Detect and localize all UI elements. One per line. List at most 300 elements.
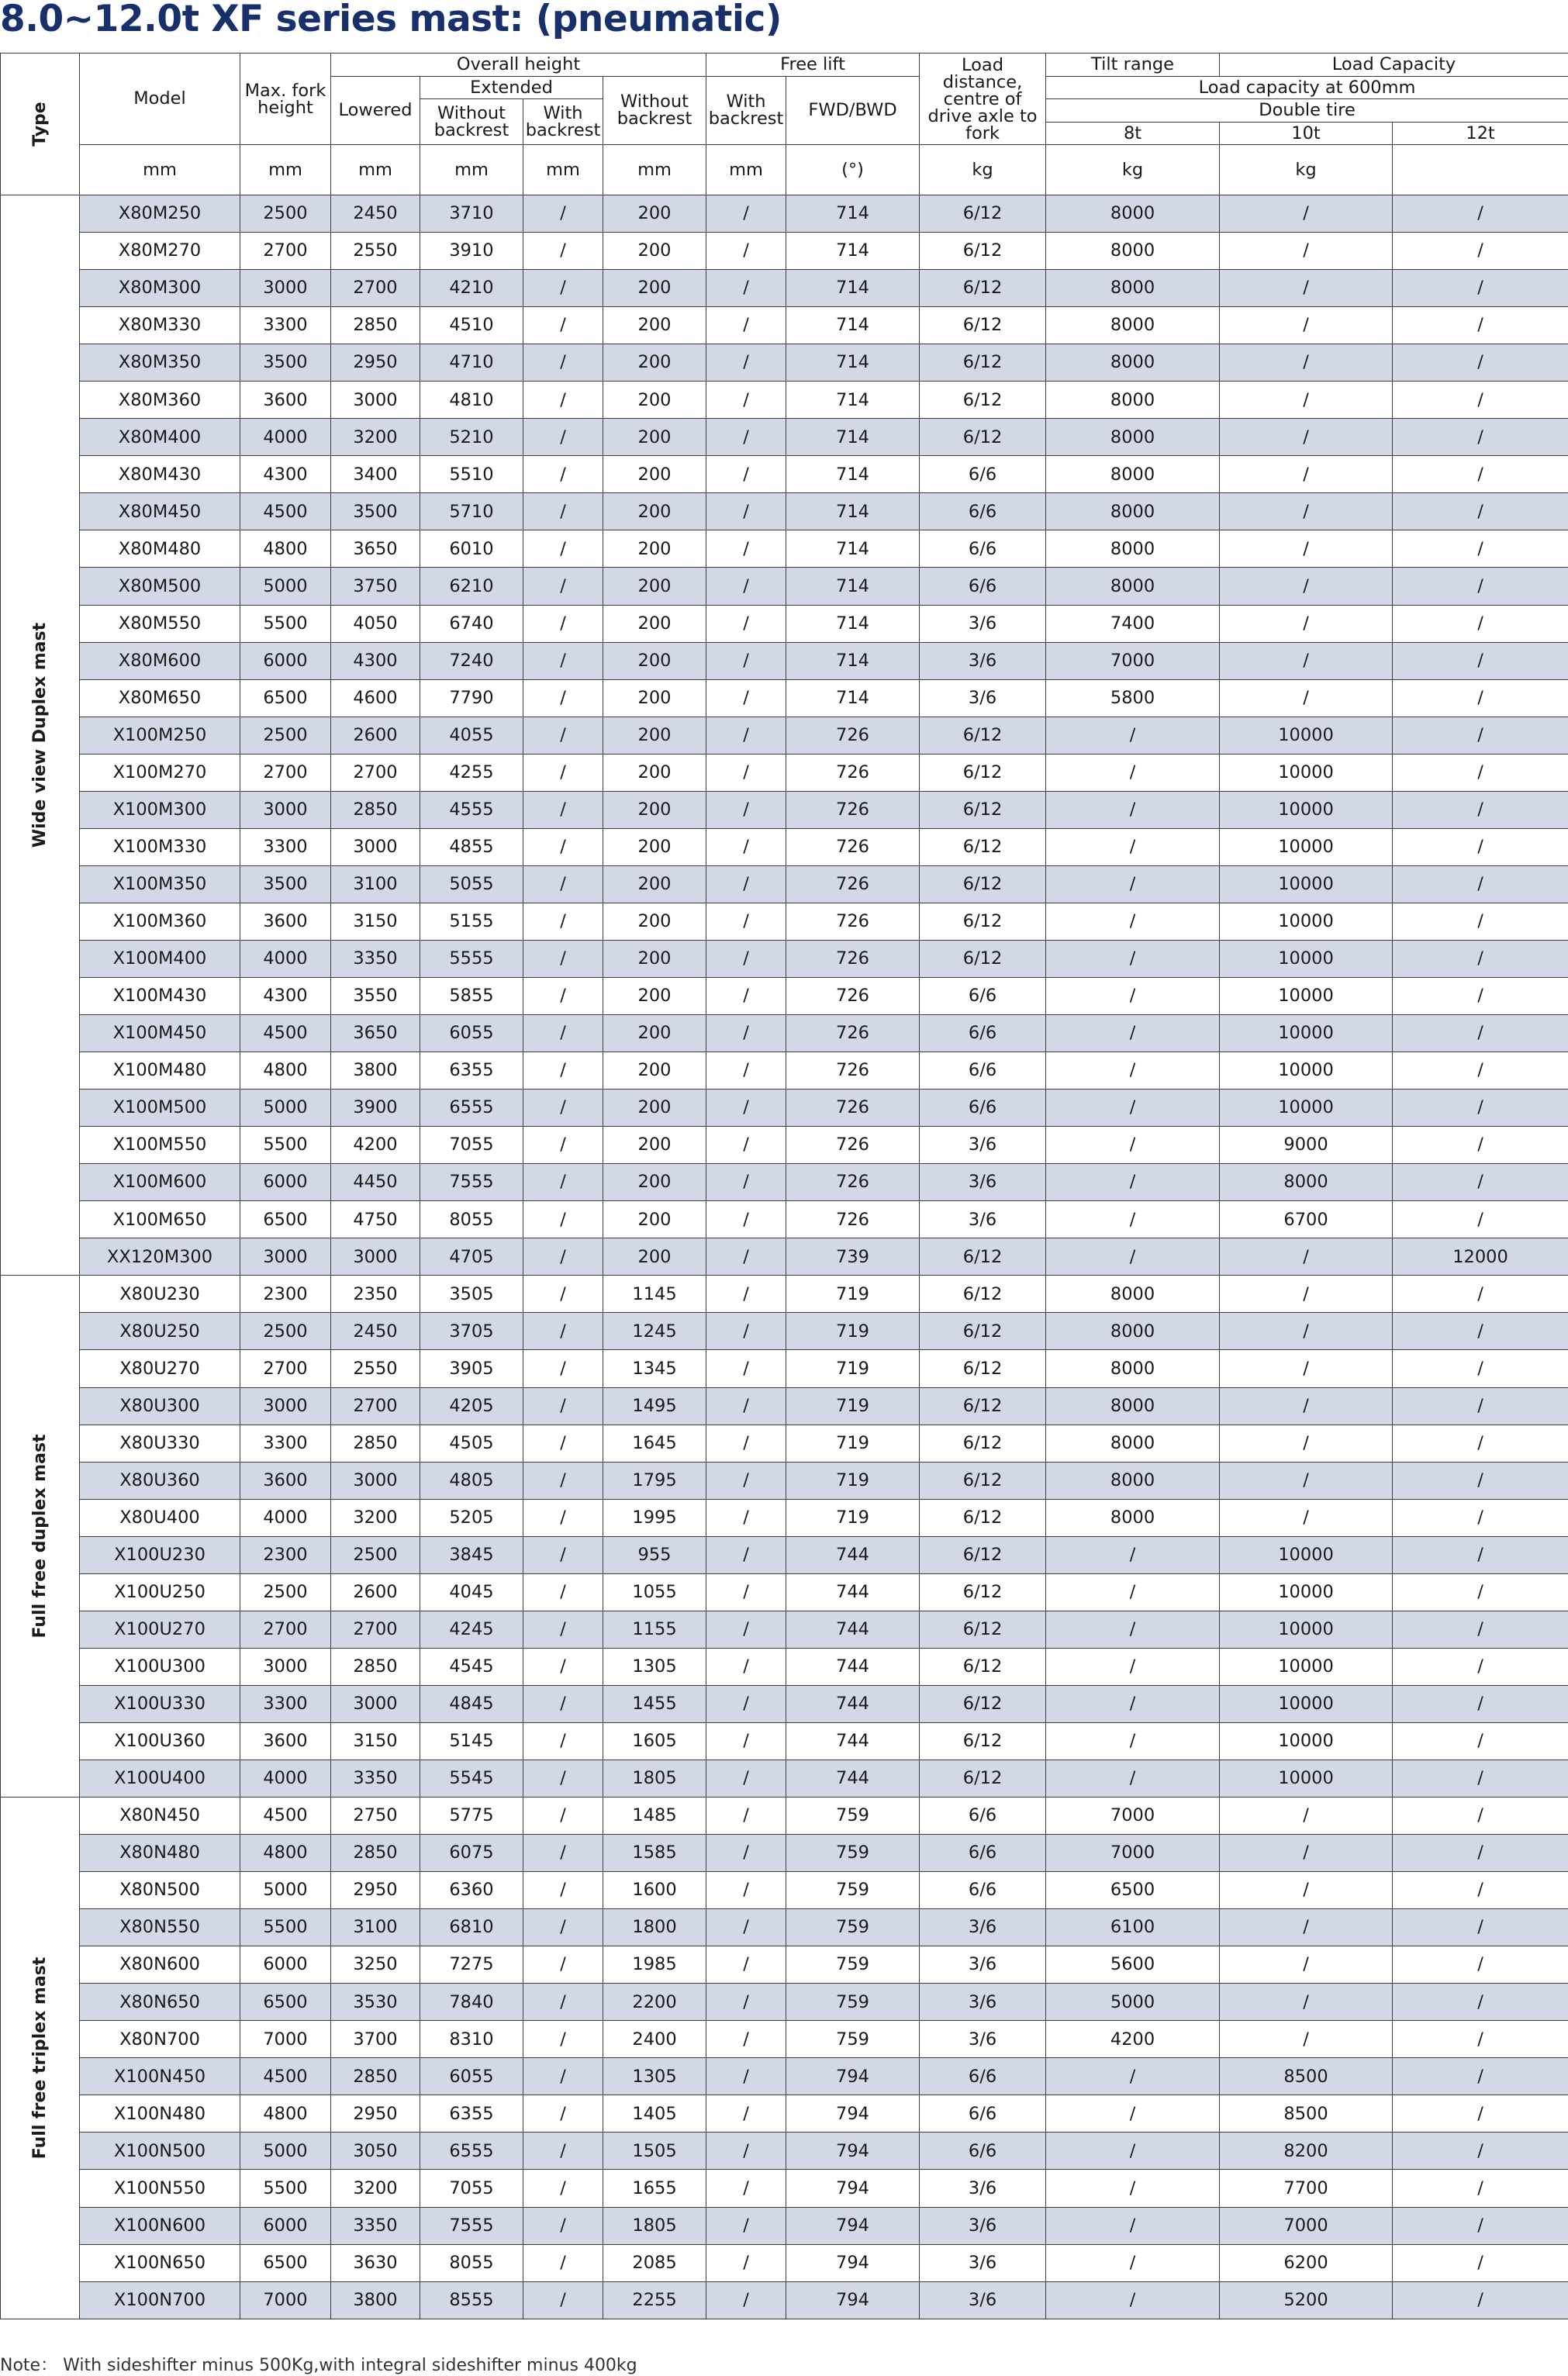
table-cell: /	[1220, 530, 1393, 568]
table-cell: /	[1046, 903, 1220, 940]
table-cell: 8000	[1046, 307, 1220, 344]
table-cell: /	[523, 1611, 603, 1648]
table-cell: 1655	[603, 2170, 706, 2207]
table-row	[1, 2244, 1568, 2281]
table-cell: 10000	[1220, 1648, 1393, 1685]
table-cell: 2255	[603, 2281, 706, 2319]
table-cell: 3000	[240, 1648, 331, 1685]
table-cell: 1345	[603, 1350, 706, 1387]
table-cell: /	[1393, 382, 1568, 419]
table-cell: 3710	[420, 195, 523, 233]
table-cell: 4505	[420, 1425, 523, 1462]
table-cell: 6/12	[920, 1238, 1046, 1276]
table-body	[1, 195, 1568, 2319]
table-cell: 8200	[1220, 2133, 1393, 2170]
table-row	[1, 1798, 1568, 1835]
table-cell: 7000	[1046, 1798, 1220, 1835]
table-cell: /	[1220, 1425, 1393, 1462]
table-cell: /	[1393, 2281, 1568, 2319]
table-cell: 5210	[420, 419, 523, 456]
model-cell: X100U300	[80, 1648, 240, 1685]
model-cell: X80U270	[80, 1350, 240, 1387]
capacity-10t-header: 10t	[1220, 122, 1393, 145]
table-cell: 6/6	[920, 456, 1046, 493]
table-cell: 4055	[420, 717, 523, 754]
table-cell: 5855	[420, 977, 523, 1014]
table-cell: 3800	[331, 1052, 420, 1090]
table-cell: /	[523, 1350, 603, 1387]
table-cell: 3530	[331, 1984, 420, 2021]
table-cell: /	[1393, 1835, 1568, 1872]
table-cell: /	[1046, 1127, 1220, 1164]
table-cell: 6/6	[920, 1872, 1046, 1909]
table-cell: 10000	[1220, 865, 1393, 903]
table-cell: /	[1393, 493, 1568, 530]
table-cell: /	[1046, 2281, 1220, 2319]
table-cell: 3/6	[920, 2207, 1046, 2244]
table-cell: 8000	[1046, 1276, 1220, 1313]
table-cell: 4200	[331, 1127, 420, 1164]
table-cell: /	[1393, 717, 1568, 754]
table-cell: 7000	[1046, 1835, 1220, 1872]
table-cell: /	[1046, 940, 1220, 977]
table-cell: /	[523, 195, 603, 233]
table-cell: /	[1393, 2133, 1568, 2170]
table-cell: /	[1393, 456, 1568, 493]
table-row	[1, 754, 1568, 791]
table-cell: /	[706, 2133, 786, 2170]
table-row	[1, 1462, 1568, 1499]
table-cell: 2700	[331, 1387, 420, 1425]
table-cell: 3/6	[920, 1164, 1046, 1201]
table-cell: 2700	[331, 270, 420, 307]
table-cell: /	[523, 530, 603, 568]
table-cell: 3350	[331, 1760, 420, 1797]
table-cell: 4300	[331, 642, 420, 679]
table-row	[1, 1127, 1568, 1164]
table-cell: 2400	[603, 2021, 706, 2058]
model-cell: X100M270	[80, 754, 240, 791]
table-cell: 3000	[331, 1685, 420, 1722]
table-cell: /	[1393, 1164, 1568, 1201]
table-cell: 6/12	[920, 940, 1046, 977]
table-cell: 4805	[420, 1462, 523, 1499]
table-cell: 3700	[331, 2021, 420, 2058]
table-cell: 4500	[240, 493, 331, 530]
table-cell: 6/6	[920, 1798, 1046, 1835]
table-cell: 6/6	[920, 1090, 1046, 1127]
table-row	[1, 1946, 1568, 1984]
table-cell: 759	[786, 1835, 920, 1872]
table-cell: 5500	[240, 1127, 331, 1164]
table-cell: 2850	[331, 1835, 420, 1872]
load-distance-header: Load distance, centre of drive axle to fork	[920, 54, 1046, 145]
table-cell: 2700	[240, 233, 331, 270]
table-cell: 714	[786, 456, 920, 493]
table-cell: /	[1046, 1760, 1220, 1797]
table-cell: /	[523, 270, 603, 307]
table-cell: /	[706, 1350, 786, 1387]
table-cell: 4810	[420, 382, 523, 419]
table-cell: 714	[786, 344, 920, 382]
table-cell: 744	[786, 1760, 920, 1797]
table-cell: 2850	[331, 791, 420, 828]
lowered-header: Lowered	[331, 76, 420, 145]
footnote: Note： With sideshifter minus 500Kg,with integral sideshifter minus 400kg	[0, 2352, 637, 2376]
table-cell: 6055	[420, 1015, 523, 1052]
table-cell: /	[1220, 233, 1393, 270]
table-cell: /	[1393, 642, 1568, 679]
table-cell: 6/12	[920, 1685, 1046, 1722]
table-cell: 3845	[420, 1536, 523, 1573]
table-cell: 3900	[331, 1090, 420, 1127]
table-cell: 4000	[240, 1760, 331, 1797]
table-cell: /	[1220, 1946, 1393, 1984]
table-cell: 7555	[420, 2207, 523, 2244]
table-cell: 1455	[603, 1685, 706, 1722]
unit-cell: mm	[523, 145, 603, 195]
unit-cell: mm	[603, 145, 706, 195]
table-cell: /	[1220, 1387, 1393, 1425]
table-cell: 794	[786, 2058, 920, 2095]
free-lift-header: Free lift	[706, 54, 920, 77]
table-cell: /	[706, 493, 786, 530]
table-cell: /	[1046, 2207, 1220, 2244]
table-cell: 1600	[603, 1872, 706, 1909]
table-cell: 1800	[603, 1909, 706, 1946]
table-cell: /	[1046, 1685, 1220, 1722]
model-cell: X80U300	[80, 1387, 240, 1425]
table-cell: 200	[603, 1052, 706, 1090]
extended-header: Extended	[420, 76, 603, 99]
table-cell: 5000	[240, 568, 331, 605]
table-cell: /	[706, 1425, 786, 1462]
table-cell: /	[1393, 2207, 1568, 2244]
table-cell: /	[706, 754, 786, 791]
table-cell: /	[523, 568, 603, 605]
table-cell: /	[523, 233, 603, 270]
model-cell: X100U230	[80, 1536, 240, 1573]
table-cell: /	[706, 865, 786, 903]
table-cell: 9000	[1220, 1127, 1393, 1164]
table-cell: 6500	[1046, 1872, 1220, 1909]
table-cell: 4500	[240, 1015, 331, 1052]
table-cell: 3000	[331, 828, 420, 865]
table-cell: /	[523, 1164, 603, 1201]
table-cell: /	[523, 791, 603, 828]
table-cell: /	[706, 456, 786, 493]
table-cell: 726	[786, 977, 920, 1014]
table-cell: /	[1220, 679, 1393, 717]
table-cell: 5000	[240, 1090, 331, 1127]
table-cell: 3150	[331, 1722, 420, 1760]
table-cell: 726	[786, 1164, 920, 1201]
table-cell: /	[523, 605, 603, 642]
table-cell: 7055	[420, 2170, 523, 2207]
table-cell: 2500	[331, 1536, 420, 1573]
model-header: Model	[80, 54, 240, 145]
table-cell: /	[1046, 1201, 1220, 1238]
table-row	[1, 1536, 1568, 1573]
table-cell: /	[523, 344, 603, 382]
table-cell: 3000	[331, 1462, 420, 1499]
table-cell: 1995	[603, 1499, 706, 1536]
table-cell: 3/6	[920, 2244, 1046, 2281]
table-cell: /	[523, 1387, 603, 1425]
table-cell: /	[1393, 1536, 1568, 1573]
model-cell: X100N450	[80, 2058, 240, 2095]
table-cell: 726	[786, 1052, 920, 1090]
table-cell: 200	[603, 195, 706, 233]
page-title: 8.0~12.0t XF series mast: (pneumatic)	[0, 0, 782, 50]
table-cell: 3000	[240, 1387, 331, 1425]
table-cell: /	[1046, 1648, 1220, 1685]
table-cell: 2085	[603, 2244, 706, 2281]
table-cell: 759	[786, 1946, 920, 1984]
table-row	[1, 2021, 1568, 2058]
table-cell: /	[523, 940, 603, 977]
table-cell: 3/6	[920, 1984, 1046, 2021]
table-cell: /	[523, 1201, 603, 1238]
free-lift-with-backrest-header: With backrest	[706, 76, 786, 145]
table-cell: 3300	[240, 828, 331, 865]
table-cell: 200	[603, 307, 706, 344]
table-row	[1, 419, 1568, 456]
table-cell: 6555	[420, 2133, 523, 2170]
table-cell: /	[1393, 530, 1568, 568]
table-cell: /	[706, 1611, 786, 1648]
table-cell: 200	[603, 568, 706, 605]
table-cell: /	[1220, 605, 1393, 642]
model-cell: X80M450	[80, 493, 240, 530]
table-cell: 714	[786, 419, 920, 456]
table-cell: /	[706, 1276, 786, 1313]
table-cell: 3705	[420, 1313, 523, 1350]
table-cell: 714	[786, 233, 920, 270]
table-cell: 8000	[1046, 1350, 1220, 1387]
table-cell: /	[706, 419, 786, 456]
table-cell: 1645	[603, 1425, 706, 1462]
table-cell: 6010	[420, 530, 523, 568]
table-cell: /	[523, 2058, 603, 2095]
table-cell: 759	[786, 1798, 920, 1835]
table-cell: /	[706, 977, 786, 1014]
table-cell: 2700	[331, 754, 420, 791]
table-cell: /	[523, 1462, 603, 1499]
table-cell: /	[706, 1573, 786, 1611]
table-cell: 200	[603, 456, 706, 493]
table-cell: 759	[786, 1872, 920, 1909]
model-cell: X80N500	[80, 1872, 240, 1909]
table-cell: /	[706, 344, 786, 382]
table-cell: /	[706, 1722, 786, 1760]
table-cell: 6/12	[920, 865, 1046, 903]
table-cell: 8000	[1046, 195, 1220, 233]
table-cell: 2750	[331, 1798, 420, 1835]
table-cell: 714	[786, 493, 920, 530]
table-cell: 4000	[240, 419, 331, 456]
model-cell: X80M350	[80, 344, 240, 382]
table-cell: /	[523, 1722, 603, 1760]
table-cell: 3/6	[920, 1201, 1046, 1238]
table-cell: /	[1393, 1387, 1568, 1425]
table-cell: 8000	[1046, 233, 1220, 270]
table-cell: 1795	[603, 1462, 706, 1499]
table-cell: /	[523, 754, 603, 791]
model-cell: X100M350	[80, 865, 240, 903]
table-cell: 794	[786, 2133, 920, 2170]
table-cell: 6/12	[920, 1462, 1046, 1499]
model-cell: X100U330	[80, 1685, 240, 1722]
table-cell: 200	[603, 1164, 706, 1201]
table-row	[1, 1015, 1568, 1052]
table-cell: 6/12	[920, 233, 1046, 270]
table-cell: 10000	[1220, 1611, 1393, 1648]
table-cell: 5145	[420, 1722, 523, 1760]
table-cell: 4000	[240, 940, 331, 977]
table-cell: 719	[786, 1462, 920, 1499]
table-cell: /	[1220, 1798, 1393, 1835]
table-cell: 1805	[603, 2207, 706, 2244]
table-cell: /	[523, 1685, 603, 1722]
table-cell: 3150	[331, 903, 420, 940]
table-cell: 1405	[603, 2095, 706, 2133]
table-cell: /	[523, 1127, 603, 1164]
table-cell: 2700	[331, 1611, 420, 1648]
table-cell: 6500	[240, 2244, 331, 2281]
table-cell: 714	[786, 195, 920, 233]
table-cell: /	[1393, 977, 1568, 1014]
table-cell: /	[1393, 754, 1568, 791]
table-cell: 726	[786, 1201, 920, 1238]
model-cell: X80N480	[80, 1835, 240, 1872]
table-cell: 6500	[240, 1984, 331, 2021]
table-cell: 1305	[603, 1648, 706, 1685]
table-cell: /	[1046, 1611, 1220, 1648]
table-cell: 1585	[603, 1835, 706, 1872]
table-cell: 200	[603, 865, 706, 903]
table-cell: 200	[603, 977, 706, 1014]
model-cell: X100N480	[80, 2095, 240, 2133]
table-cell: 10000	[1220, 940, 1393, 977]
model-cell: X80U330	[80, 1425, 240, 1462]
model-cell: X80U250	[80, 1313, 240, 1350]
table-cell: 726	[786, 1015, 920, 1052]
table-cell: /	[1046, 1573, 1220, 1611]
table-row	[1, 1909, 1568, 1946]
table-cell: 200	[603, 1201, 706, 1238]
table-cell: 4800	[240, 2095, 331, 2133]
table-cell: 4710	[420, 344, 523, 382]
table-cell: /	[1046, 1722, 1220, 1760]
table-cell: 4800	[240, 1052, 331, 1090]
table-cell: 3/6	[920, 2281, 1046, 2319]
model-cell: X80N650	[80, 1984, 240, 2021]
type-header: Type	[1, 54, 80, 195]
table-cell: /	[706, 1536, 786, 1573]
table-cell: 8000	[1046, 1313, 1220, 1350]
table-cell: 4050	[331, 605, 420, 642]
table-cell: /	[1393, 1350, 1568, 1387]
table-cell: 4600	[331, 679, 420, 717]
table-cell: /	[1046, 2133, 1220, 2170]
table-cell: /	[523, 1984, 603, 2021]
table-cell: 5800	[1046, 679, 1220, 717]
table-cell: 8000	[1046, 530, 1220, 568]
table-cell: 3500	[240, 344, 331, 382]
table-cell: 2850	[331, 1425, 420, 1462]
table-cell: /	[1046, 977, 1220, 1014]
table-cell: 200	[603, 828, 706, 865]
table-cell: 7000	[240, 2021, 331, 2058]
model-cell: X80M400	[80, 419, 240, 456]
table-row	[1, 977, 1568, 1014]
table-cell: 200	[603, 493, 706, 530]
table-row	[1, 1573, 1568, 1611]
table-cell: 744	[786, 1611, 920, 1648]
table-cell: /	[1046, 2058, 1220, 2095]
table-cell: 3650	[331, 1015, 420, 1052]
table-cell: /	[1046, 1536, 1220, 1573]
table-cell: /	[706, 530, 786, 568]
table-cell: 3/6	[920, 642, 1046, 679]
table-row	[1, 791, 1568, 828]
table-cell: /	[523, 2095, 603, 2133]
table-cell: 200	[603, 344, 706, 382]
overall-height-header: Overall height	[331, 54, 706, 77]
table-cell: /	[1220, 270, 1393, 307]
table-cell: 6/6	[920, 2095, 1046, 2133]
table-cell: 5055	[420, 865, 523, 903]
table-cell: 12000	[1393, 1238, 1568, 1276]
table-cell: /	[1393, 2095, 1568, 2133]
table-cell: 6/12	[920, 307, 1046, 344]
table-cell: 10000	[1220, 1722, 1393, 1760]
table-row	[1, 1164, 1568, 1201]
table-cell: 2850	[331, 307, 420, 344]
table-cell: 2500	[240, 1313, 331, 1350]
table-cell: 8000	[1046, 419, 1220, 456]
table-cell: 6/6	[920, 493, 1046, 530]
table-cell: 2550	[331, 233, 420, 270]
table-cell: /	[706, 1238, 786, 1276]
table-cell: 10000	[1220, 1090, 1393, 1127]
table-cell: 3050	[331, 2133, 420, 2170]
unit-cell: (°)	[786, 145, 920, 195]
table-cell: 6000	[240, 642, 331, 679]
table-cell: /	[1393, 1462, 1568, 1499]
table-cell: /	[1046, 828, 1220, 865]
table-cell: 6/12	[920, 717, 1046, 754]
table-cell: 6000	[240, 2207, 331, 2244]
table-cell: 3100	[331, 865, 420, 903]
table-cell: 200	[603, 530, 706, 568]
table-cell: 3300	[240, 1685, 331, 1722]
table-cell: 2450	[331, 1313, 420, 1350]
table-cell: 3350	[331, 940, 420, 977]
table-cell: /	[523, 1313, 603, 1350]
table-cell: 3300	[240, 307, 331, 344]
table-cell: /	[1393, 828, 1568, 865]
table-cell: /	[1220, 493, 1393, 530]
table-cell: /	[1393, 419, 1568, 456]
table-cell: 10000	[1220, 1536, 1393, 1573]
table-cell: 3/6	[920, 605, 1046, 642]
table-cell: 1245	[603, 1313, 706, 1350]
table-cell: 6740	[420, 605, 523, 642]
table-cell: 5155	[420, 903, 523, 940]
table-cell: 3000	[240, 1238, 331, 1276]
